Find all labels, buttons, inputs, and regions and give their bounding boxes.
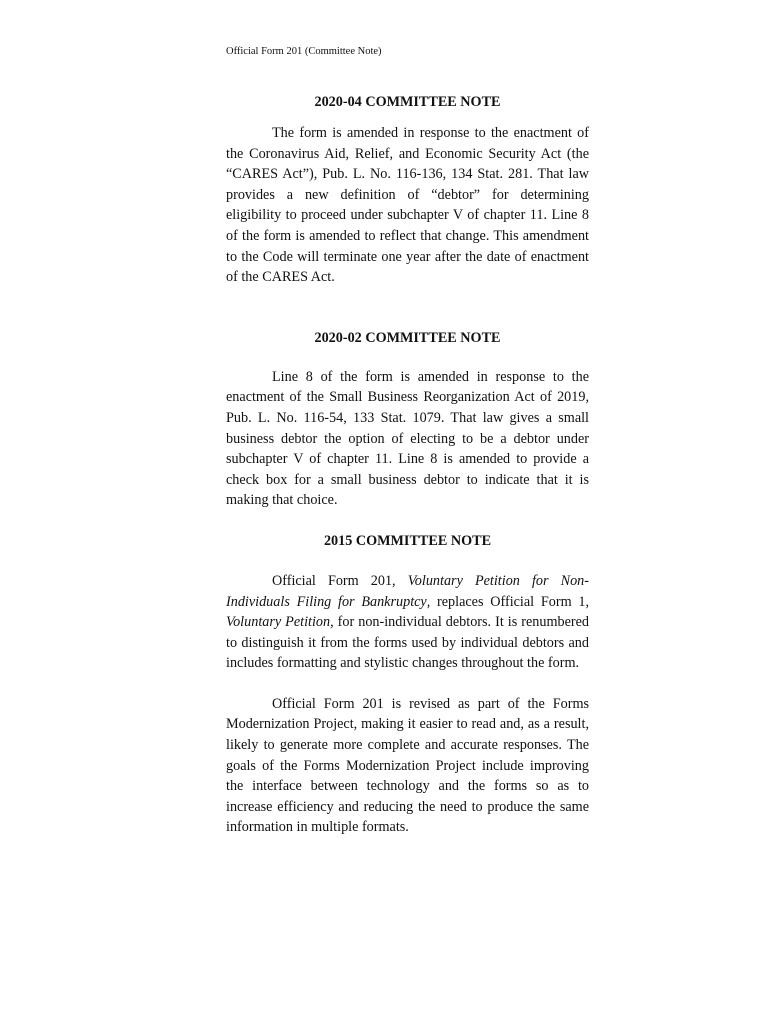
- form-title-italic: Voluntary Petition: [226, 614, 331, 631]
- section-heading: 2015 COMMITTEE NOTE: [323, 532, 492, 549]
- document-body: [226, 92, 589, 838]
- running-header: Official Form 201 (Committee Note): [226, 46, 382, 57]
- section-paragraph: Official Form 201 is revised as part of the Forms Modernization Project, making it easier to read and, as a result, likely to generate more complete and accurate responses. The goals of the Forms Modernization Project include improving the interface between technology and the forms so as to increase efficiency and reducing the need to produce the same information in multiple formats.: [226, 695, 589, 836]
- section-paragraph: The form is amended in response to the enactment of the Coronavirus Aid, Relief, and Economic Security Act (the “CARES Act”), Pub. L. No. 116-136, 134 Stat. 281. That law provides a new definition of “debtor” for determining eligibility to proceed under subchapter V of chapter 11. Line 8 of the form is amended to reflect that change. This amendment to the Code will terminate one year after the date of enactment of the CARES Act.: [226, 125, 589, 286]
- section-2015: [226, 531, 589, 838]
- paragraph-text: , for non-individual debtors. It is renumbered to distinguish it from the forms used by individual debtors and includes formatting and stylistic changes throughout the form.: [226, 614, 589, 672]
- paragraph-text: Official Form 201,: [272, 572, 408, 589]
- section-heading: 2020-02 COMMITTEE NOTE: [314, 329, 501, 346]
- section-2020-02: [226, 328, 589, 511]
- form-title-italic: Voluntary Petition for Non-Individuals Filing for Bankruptcy: [226, 572, 589, 610]
- paragraph-text: , replaces Official Form 1,: [426, 593, 590, 610]
- section-2020-04: [226, 92, 589, 288]
- section-heading: 2020-04 COMMITTEE NOTE: [314, 94, 501, 110]
- section-paragraph: [226, 571, 589, 674]
- section-paragraph: Line 8 of the form is amended in response to the enactment of the Small Business Reorganization Act of 2019, Pub. L. No. 116-54, 133 Stat. 1079. That law gives a small business debtor the option of electing to be a debtor under subchapter V of chapter 11. Line 8 is amended to provide a check box for a small business debtor to indicate that it is making that choice.: [226, 368, 589, 509]
